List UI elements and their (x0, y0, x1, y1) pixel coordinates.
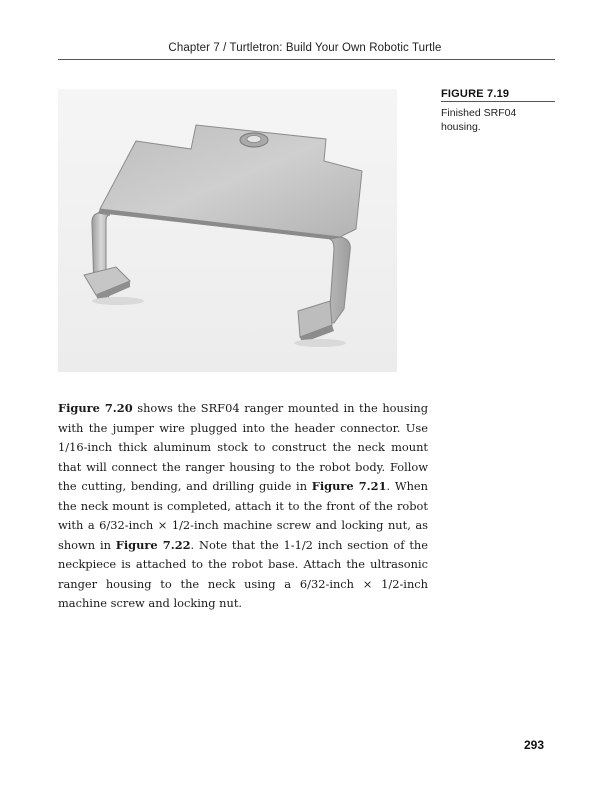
figure-ref-7-22: Figure 7.22 (115, 537, 191, 552)
body-text-segment-3: . Note that the 1-1/2 inch section of the neckpiece is attached to the robot base. Attach the ultrasonic ranger housing to the neck using a 6/32-inch × 1/2-inch machine screw and locking nut. (58, 537, 428, 610)
body-paragraph (58, 399, 428, 614)
body-text-segment-1: shows the SRF04 ranger mounted in the housing with the jumper wire plugged into the header connector. Use 1/16-inch thick aluminum stock to construct the neck mount that will connect the ranger housing to the robot body. Follow the cutting, bending, and drilling guide in (58, 401, 428, 493)
figure-label-rule (441, 101, 555, 102)
figure-caption: Finished SRF04 housing. (441, 107, 517, 133)
figure-ref-7-20: Figure 7.20 (58, 401, 133, 415)
page-number: 293 (524, 738, 545, 752)
figure-label: FIGURE 7.19 (441, 88, 510, 100)
figure-photo-srf04-housing (58, 89, 397, 372)
body-text-segment-2: . When the neck mount is completed, attach it to the front of the robot with a 6/32-inch × 1/2-inch machine screw and locking nut, as shown in (58, 479, 428, 552)
header-rule (58, 59, 555, 60)
running-head: Chapter 7 / Turtletron: Build Your Own Robotic Turtle (168, 42, 442, 54)
figure-ref-7-21: Figure 7.21 (311, 479, 387, 493)
